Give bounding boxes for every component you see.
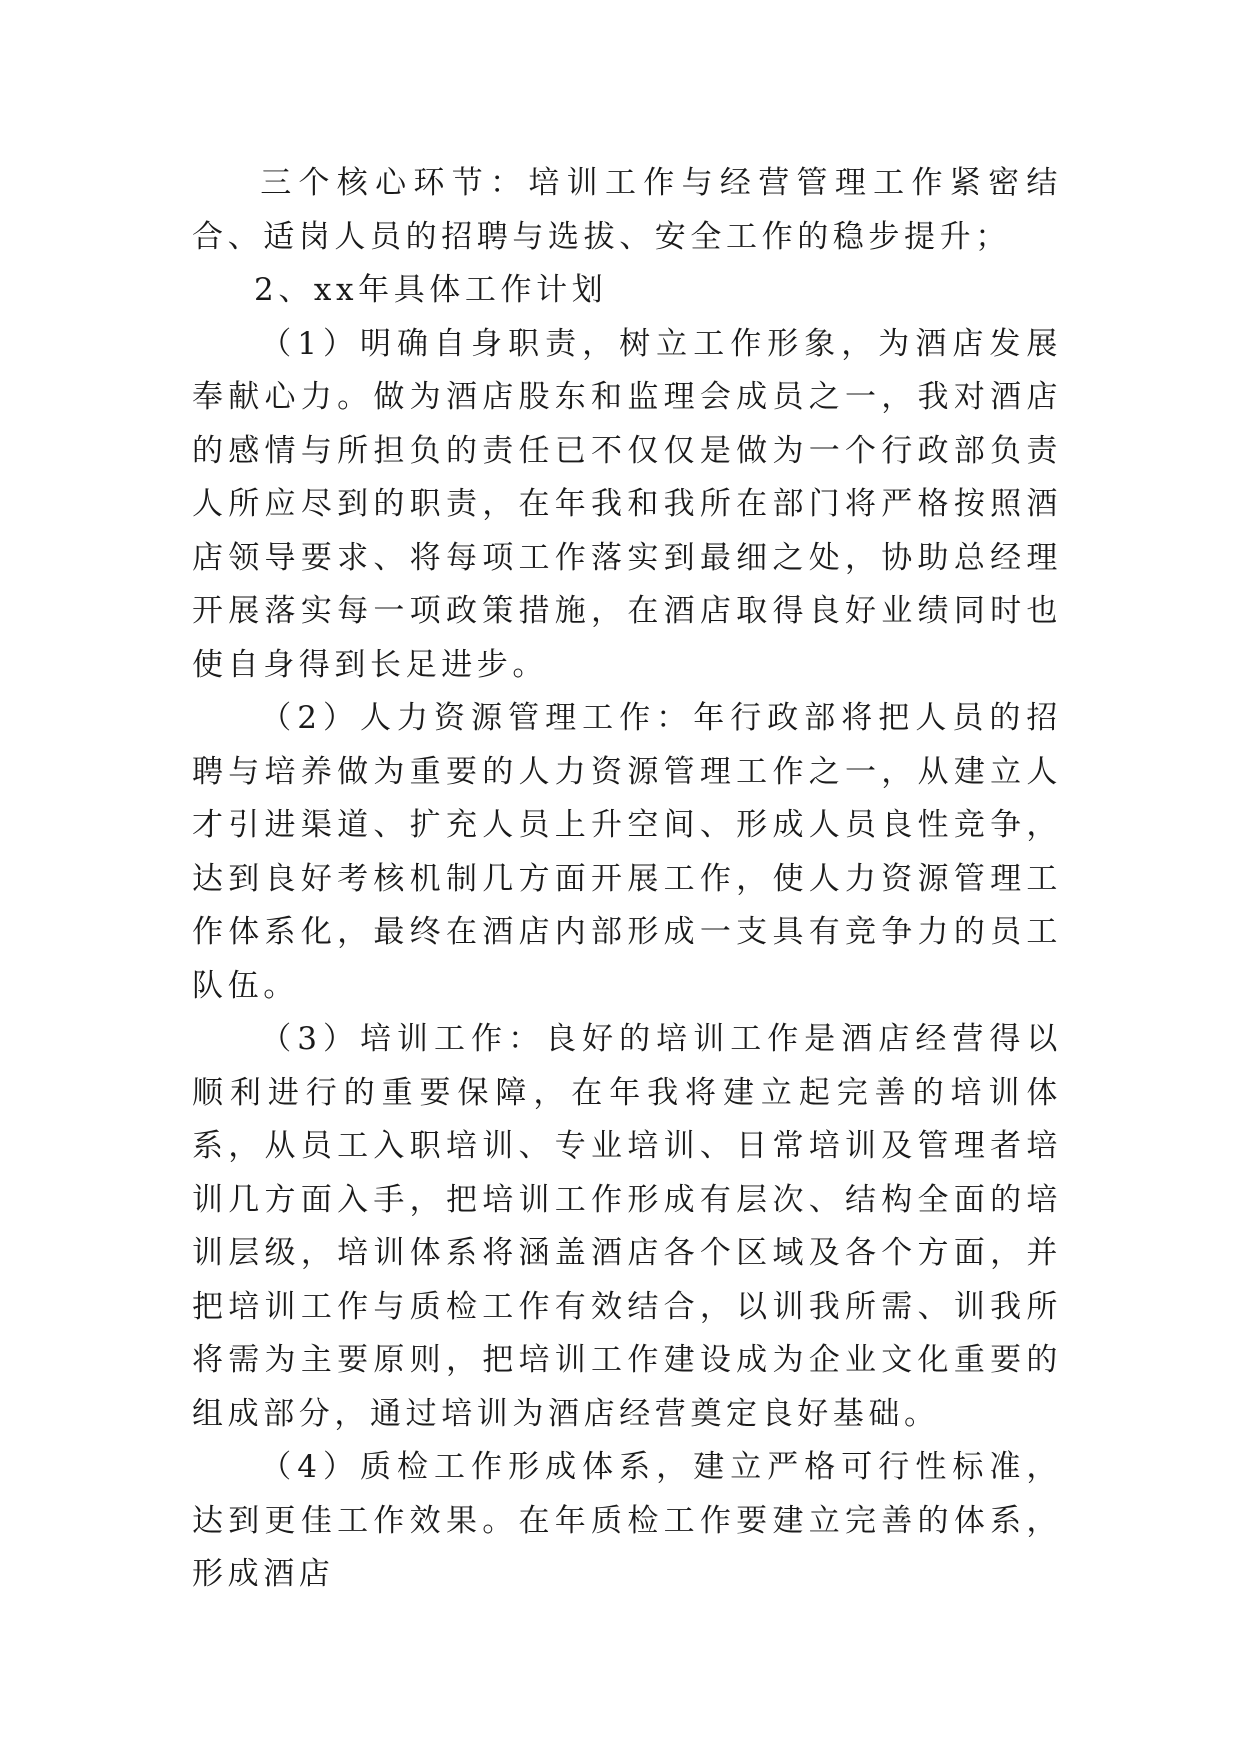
paragraph-item-1: （1）明确自身职责，树立工作形象，为酒店发展奉献心力。做为酒店股东和监理会成员之一，我对酒店的感情与所担负的责任已不仅仅是做为一个行政部负责人所应尽到的职责，在年我和我所在部门将严格按照酒店领导要求、将每项工作落实到最细之处，协助总经理开展落实每一项政策措施，在酒店取得良好业绩同时也使自身得到长足进步。 xyxy=(192,325,1062,683)
document-body xyxy=(192,157,1062,1602)
paragraph-item-4: （4）质检工作形成体系，建立严格可行性标准，达到更佳工作效果。在年质检工作要建立完善的体系，形成酒店 xyxy=(192,1449,1062,1592)
paragraph-core-links: 三个核心环节：培训工作与经营管理工作紧密结合、适岗人员的招聘与选拔、安全工作的稳步提升； xyxy=(192,165,1062,255)
paragraph-item-3: （3）培训工作：良好的培训工作是酒店经营得以顺利进行的重要保障，在年我将建立起完善的培训体系，从员工入职培训、专业培训、日常培训及管理者培训几方面入手，把培训工作形成有层次、结构全面的培训层级，培训体系将涵盖酒店各个区域及各个方面，并把培训工作与质检工作有效结合，以训我所需、训我所将需为主要原则，把培训工作建设成为企业文化重要的组成部分，通过培训为酒店经营奠定良好基础。 xyxy=(192,1021,1062,1432)
section-heading-work-plan: 2、xx年具体工作计划 xyxy=(254,272,608,308)
paragraph-item-2: （2）人力资源管理工作：年行政部将把人员的招聘与培养做为重要的人力资源管理工作之一，从建立人才引进渠道、扩充人员上升空间、形成人员良性竞争，达到良好考核机制几方面开展工作，使人力资源管理工作体系化，最终在酒店内部形成一支具有竞争力的员工队伍。 xyxy=(192,700,1062,1004)
